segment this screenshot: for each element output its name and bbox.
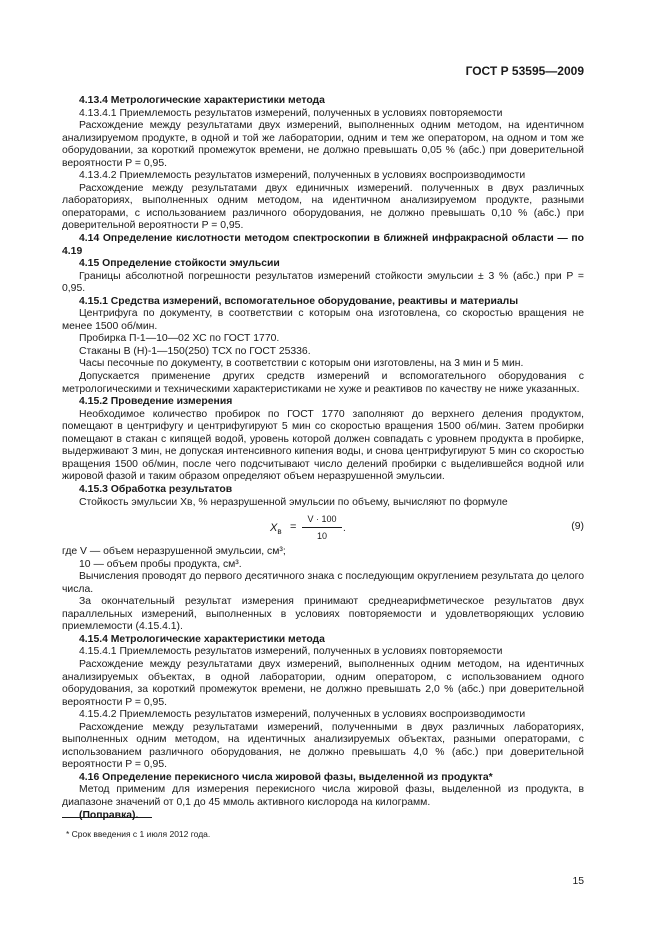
formula-denominator: 10: [316, 530, 327, 541]
body-paragraph: За окончательный результат измерения принимают среднеарифметическое результатов двух параллельных измерений, выполненных в условиях повторяемости и удовлетворяющих условию приемлемости (4.15.4.1).: [62, 596, 584, 633]
body-paragraph: Допускается применение других средств измерений и вспомогательного оборудования с метрологическими и техническими характеристиками не хуже и реактивов по качеству не ниже указанных.: [62, 371, 584, 395]
footnote-divider: [62, 817, 152, 818]
body-paragraph: Вычисления проводят до первого десятичного знака с последующим округлением результата до целого числа.: [62, 571, 584, 595]
body-paragraph: Расхождение между результатами измерений, полученными в двух различных лабораториях, выполненных одним методом, на идентичных анализируемых объектах, разными операторами, с использованием различного оборудования, не должно превышать 4,0 % (абс.) при доверительной вероятности P = 0,95.: [62, 721, 584, 771]
formula-equals: =: [290, 521, 297, 534]
section-heading: 4.15.4 Метрологические характеристики метода: [79, 633, 325, 645]
document-body: [62, 95, 584, 822]
formula-lhs: $X_в$: [270, 522, 282, 537]
section-heading: 4.13.4 Метрологические характеристики метода: [79, 95, 325, 106]
body-paragraph: где V — объем неразрушенной эмульсии, см³;: [62, 546, 286, 558]
section-heading: 4.15.1 Средства измерений, вспомогательное оборудование, реактивы и материалы: [79, 295, 519, 307]
body-paragraph: Пробирка П-1—10—02 ХС по ГОСТ 1770.: [79, 333, 280, 345]
document-id-header: ГОСТ Р 53595—2009: [465, 64, 584, 78]
body-paragraph: 10 — объем пробы продукта, см³.: [79, 558, 242, 570]
subsection-heading: 4.15.4.1 Приемлемость результатов измерений, полученных в условиях повторяемости: [79, 646, 503, 658]
subsection-heading: 4.13.4.2 Приемлемость результатов измерений, полученных в условиях воспроизводимости: [79, 170, 526, 182]
body-paragraph: Часы песочные по документу, в соответствии с которым они изготовлены, на 3 мин и 5 мин.: [79, 358, 524, 370]
body-paragraph: Границы абсолютной погрешности результатов измерений стойкости эмульсии ± 3 % (абс.) при P = 0,95.: [62, 270, 584, 295]
body-paragraph: Необходимое количество пробирок по ГОСТ 1770 заполняют до верхнего деления продуктом, помещают в центрифугу и центрифугируют 5 мин со скоростью вращения 1500 об/мин. Затем пробирки помещают в стакан с кипящей водой, уровень которой должен совпадать с уровнем продукта в пробирке, выдерживают 3 мин, не допуская интенсивного кипения воды, и снова центрифугируют 5 мин со скоростью вращения 1500 об/мин, после чего подсчитывают число делений пробирки с выделившейся водной или жировой фазой и таким образом определяют объем неразрушенной эмульсии.: [62, 408, 584, 483]
amendment-note: (Поправка).: [79, 809, 139, 821]
section-heading: 4.15.3 Обработка результатов: [79, 483, 233, 495]
body-paragraph: Стаканы В (Н)-1—150(250) ТСХ по ГОСТ 25336.: [79, 345, 311, 357]
footnote: * Срок введения с 1 июля 2012 года.: [66, 829, 211, 839]
body-paragraph: Центрифуга по документу, в соответствии с которым она изготовлена, со скоростью вращения не менее 1500 об/мин.: [62, 308, 584, 332]
subsection-heading: 4.15.4.2 Приемлемость результатов измерений, полученных в условиях воспроизводимости: [79, 709, 526, 721]
section-heading: 4.14 Определение кислотности методом спектроскопии в ближней инфракрасной области — по 4.19: [62, 233, 584, 257]
subsection-heading: 4.13.4.1 Приемлемость результатов измерений, полученных в условиях повторяемости: [79, 107, 503, 119]
body-paragraph: Стойкость эмульсии Xв, % неразрушенной эмульсии по объему, вычисляют по формуле: [79, 496, 508, 508]
body-paragraph: Расхождение между результатами двух измерений, выполненных одним методом, на идентичных анализируемых объектах, в одной лаборатории, одним оператором, с использованием одного оборудования, за короткий промежуток времени, не должно превышать 2,0 % (абс.) при доверительной вероятности P = 0,95.: [62, 658, 584, 708]
formula-9: [62, 511, 584, 545]
body-paragraph: Метод применим для измерения перекисного числа жировой фазы, выделенной из продукта, в диапазоне значений от 0,1 до 45 ммоль активного кислорода на килограмм.: [62, 784, 584, 808]
section-heading: 4.15 Определение стойкости эмульсии: [79, 258, 280, 270]
page-number: 15: [572, 876, 584, 887]
body-paragraph: Расхождение между результатами двух единичных измерений. полученных в двух различных лабораториях, выполненных одним методом, на идентичном анализируемом продукте, разными операторами, с использованием различного оборудования, не должно превышать 0,10 % (абс.) при доверительной вероятности P = 0,95.: [62, 182, 584, 232]
formula-fraction: [302, 513, 342, 542]
body-paragraph: Расхождение между результатами двух измерений, выполненных одним методом, на идентичном анализируемом продукте, в одной и той же лаборатории, одним и тем же оператором, на одном и том же оборудовании, за короткий промежуток времени, не должно превышать 0,05 % (абс.) при доверительной вероятности P = 0,95.: [62, 120, 584, 169]
section-heading: 4.16 Определение перекисного числа жировой фазы, выделенной из продукта*: [79, 771, 493, 783]
formula-period: .: [343, 523, 346, 535]
section-heading: 4.15.2 Проведение измерения: [79, 396, 233, 408]
formula-number: (9): [571, 521, 584, 533]
formula-numerator: V · 100: [302, 513, 342, 528]
